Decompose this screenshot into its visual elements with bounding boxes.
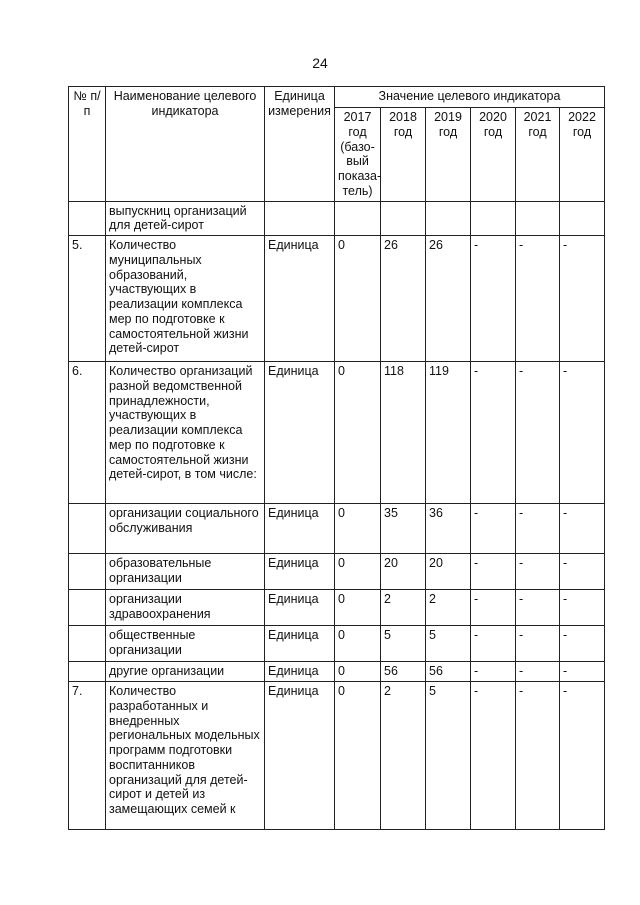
row-number (69, 201, 106, 236)
value-cell: 56 (381, 662, 426, 682)
unit-cell: Единица (265, 682, 335, 830)
value-cell: 36 (426, 504, 471, 554)
row-number (69, 590, 106, 626)
header-year: 2019 год (426, 108, 471, 202)
value-cell: - (516, 682, 560, 830)
value-cell: - (471, 590, 516, 626)
value-cell: - (471, 662, 516, 682)
value-cell: 5 (426, 626, 471, 662)
header-num: № п/п (69, 87, 106, 202)
table-row (69, 362, 605, 504)
header-year: 2022 год (560, 108, 605, 202)
header-year: 2020 год (471, 108, 516, 202)
value-cell: 5 (426, 682, 471, 830)
value-cell: - (471, 682, 516, 830)
value-cell: - (471, 626, 516, 662)
value-cell: 0 (335, 682, 381, 830)
header-year: 2018 год (381, 108, 426, 202)
value-cell: 2 (381, 682, 426, 830)
header-year: 2017 год (базо-вый показа-тель) (335, 108, 381, 202)
value-cell: - (471, 236, 516, 362)
value-cell: 2 (381, 590, 426, 626)
value-cell (560, 201, 605, 236)
value-cell: 118 (381, 362, 426, 504)
value-cell: 0 (335, 590, 381, 626)
value-cell: - (560, 362, 605, 504)
value-cell: 2 (426, 590, 471, 626)
unit-cell: Единица (265, 504, 335, 554)
row-number: 6. (69, 362, 106, 504)
value-cell (426, 201, 471, 236)
value-cell: 0 (335, 662, 381, 682)
value-cell: 56 (426, 662, 471, 682)
value-cell: - (560, 504, 605, 554)
unit-cell: Единица (265, 662, 335, 682)
value-cell: - (560, 662, 605, 682)
table-row (69, 554, 605, 590)
value-cell: - (516, 554, 560, 590)
value-cell: 20 (426, 554, 471, 590)
indicator-name: Количество муниципальных образований, участвующих в реализации комплекса мер по подготовке к самостоятельной жизни детей-сирот (106, 236, 265, 362)
unit-cell: Единица (265, 626, 335, 662)
header-unit: Единица измерения (265, 87, 335, 202)
table-row (69, 662, 605, 682)
value-cell: 0 (335, 504, 381, 554)
value-cell: 5 (381, 626, 426, 662)
value-cell: - (516, 504, 560, 554)
indicator-name: образовательные организации (106, 554, 265, 590)
header-values-group: Значение целевого индикатора (335, 87, 605, 108)
value-cell: - (516, 362, 560, 504)
value-cell (381, 201, 426, 236)
row-number (69, 662, 106, 682)
value-cell: - (560, 554, 605, 590)
indicator-name: организации социального обслуживания (106, 504, 265, 554)
value-cell: - (516, 236, 560, 362)
value-cell: 0 (335, 626, 381, 662)
unit-cell: Единица (265, 590, 335, 626)
unit-cell: Единица (265, 362, 335, 504)
value-cell (516, 201, 560, 236)
table-row (69, 590, 605, 626)
value-cell: - (471, 504, 516, 554)
header-year: 2021 год (516, 108, 560, 202)
row-number (69, 504, 106, 554)
value-cell: 119 (426, 362, 471, 504)
table-row (69, 626, 605, 662)
unit-cell (265, 201, 335, 236)
value-cell: - (516, 590, 560, 626)
indicator-name: другие организации (106, 662, 265, 682)
value-cell: 20 (381, 554, 426, 590)
value-cell (335, 201, 381, 236)
row-number: 7. (69, 682, 106, 830)
table-row (69, 201, 605, 236)
value-cell: - (560, 682, 605, 830)
value-cell: - (471, 362, 516, 504)
value-cell: 26 (426, 236, 471, 362)
page-number: 24 (312, 55, 328, 71)
indicator-name: Количество организаций разной ведомственной принадлежности, участвующих в реализации комплекса мер по подготовке к самостоятельной жизни детей-сирот, в том числе: (106, 362, 265, 504)
value-cell: - (560, 236, 605, 362)
indicator-name: общественные организации (106, 626, 265, 662)
value-cell: 0 (335, 236, 381, 362)
value-cell: 0 (335, 554, 381, 590)
value-cell: 0 (335, 362, 381, 504)
table-row (69, 504, 605, 554)
value-cell: - (560, 590, 605, 626)
indicator-name: выпускниц организаций для детей-сирот (106, 201, 265, 236)
row-number (69, 626, 106, 662)
value-cell: 26 (381, 236, 426, 362)
unit-cell: Единица (265, 554, 335, 590)
value-cell: - (516, 662, 560, 682)
value-cell: 35 (381, 504, 426, 554)
table-row (69, 682, 605, 830)
row-number: 5. (69, 236, 106, 362)
value-cell: - (471, 554, 516, 590)
header-name: Наименование целевого индикатора (106, 87, 265, 202)
unit-cell: Единица (265, 236, 335, 362)
table-row (69, 236, 605, 362)
value-cell: - (560, 626, 605, 662)
indicator-name: организации здравоохранения (106, 590, 265, 626)
indicator-name: Количество разработанных и внедренных региональных модельных программ подготовки воспитанников организаций для детей-сирот и детей из замещающих семей к (106, 682, 265, 830)
row-number (69, 554, 106, 590)
indicators-table (68, 86, 605, 830)
value-cell (471, 201, 516, 236)
value-cell: - (516, 626, 560, 662)
